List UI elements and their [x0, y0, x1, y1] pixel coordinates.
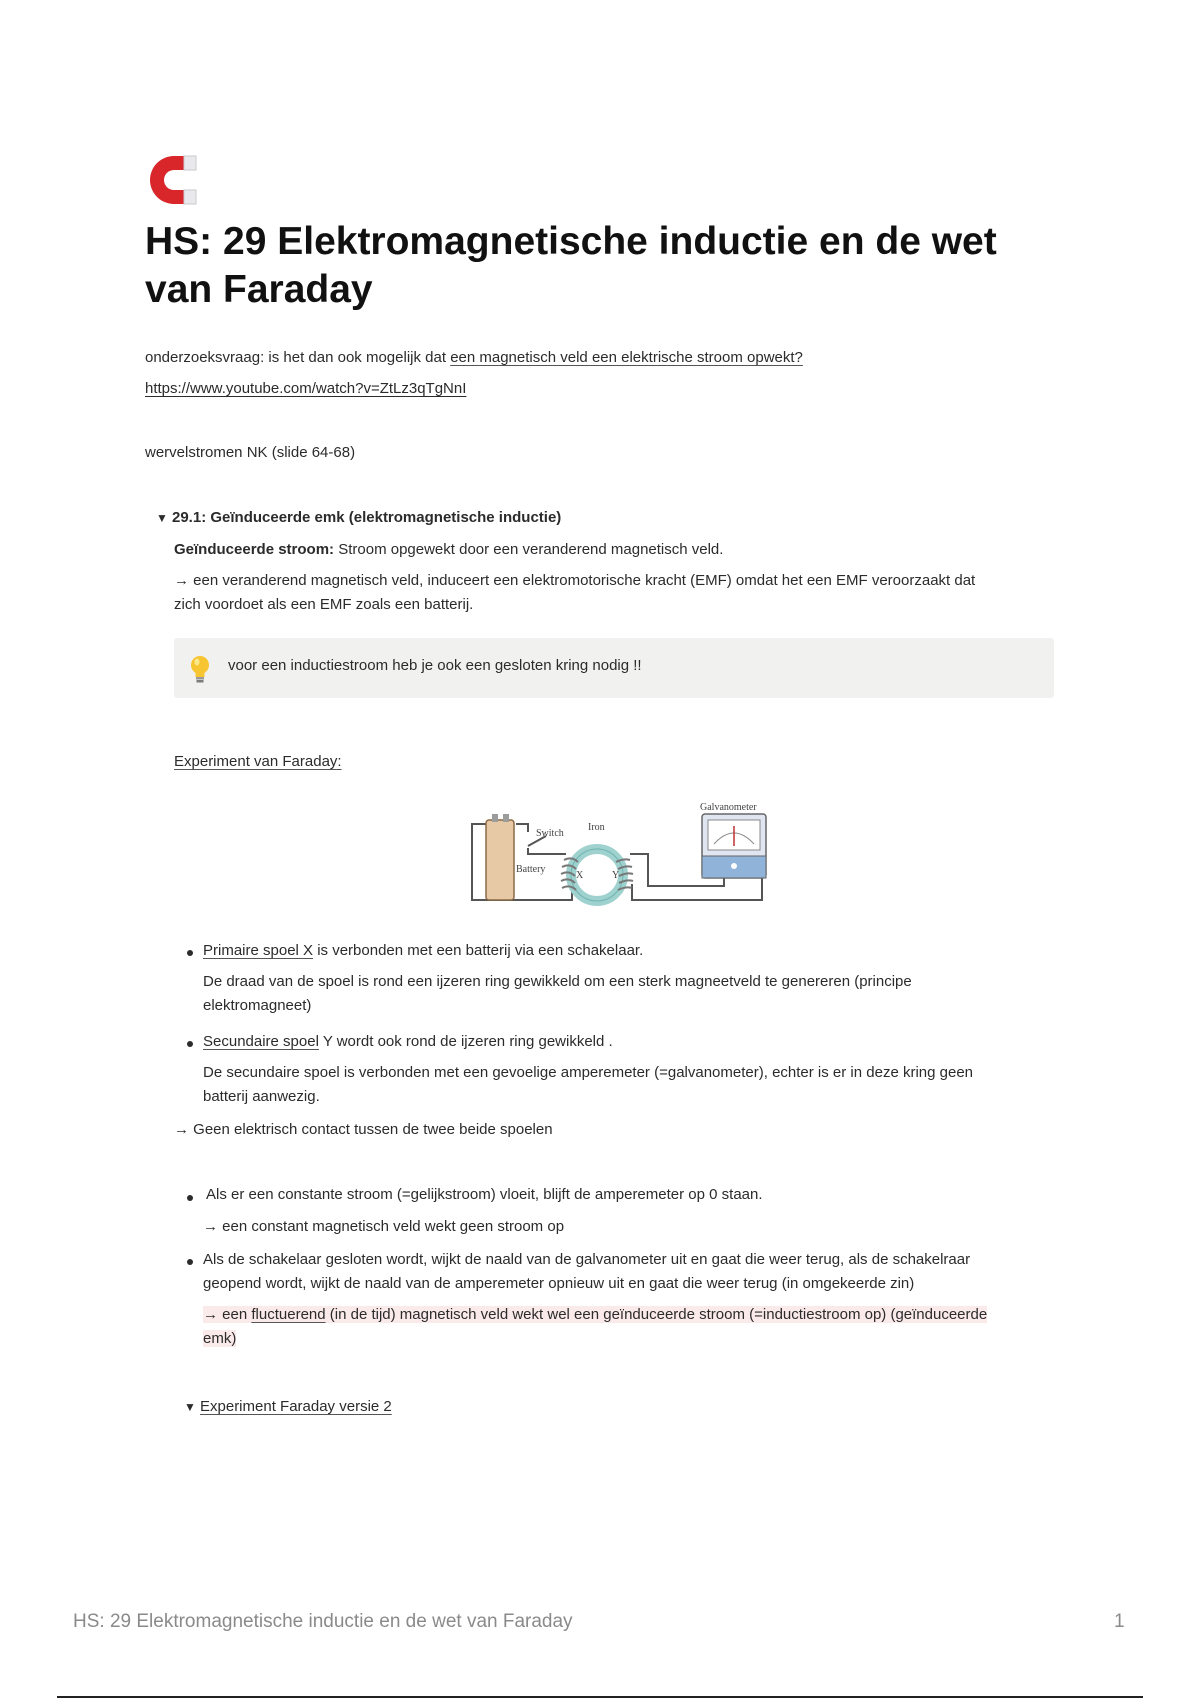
toggle-experiment-faraday-v2[interactable] — [184, 1396, 392, 1418]
arrow-line-1: → een veranderend magnetisch veld, induceert een elektromotorische kracht (EMF) omdat het een EMF veroorzaakt dat — [174, 572, 976, 589]
arrow-line-2: zich voordoet als een EMF zoals een batterij. — [174, 596, 474, 613]
research-question-underlined: een magnetisch veld een elektrische stroom opwekt? — [450, 349, 803, 366]
bullet-marker — [187, 950, 193, 956]
research-question-prefix: onderzoeksvraag: is het dan ook mogelijk dat — [145, 349, 451, 366]
page-number: 1 — [1114, 1611, 1125, 1632]
footer-divider — [57, 1696, 1143, 1698]
primary-coil-sub-1: De draad van de spoel is rond een ijzeren ring gewikkeld om een sterk magneetveld te genereren (principe — [203, 973, 912, 990]
triangle-down-icon: ▼ — [156, 511, 168, 525]
fluctuating-text: (in de tijd) magnetisch veld wekt wel een geïnduceerde stroom (=inductiestroom op) (geïnduceerde — [325, 1306, 988, 1323]
definition — [174, 539, 723, 561]
fluctuating-field-note — [203, 1304, 987, 1326]
footer-title: HS: 29 Elektromagnetische inductie en de wet van Faraday — [73, 1611, 573, 1632]
label-y: Y — [612, 870, 620, 881]
toggle-experiment-label: Experiment Faraday versie 2 — [200, 1398, 392, 1415]
secondary-coil-sub-2: batterij aanwezig. — [203, 1088, 320, 1105]
toggle-section-label: 29.1: Geïnduceerde emk (elektromagnetische inductie) — [172, 509, 562, 526]
bullet-marker — [187, 1195, 193, 1201]
magnet-icon — [140, 148, 204, 212]
toggle-section-29-1[interactable] — [156, 507, 561, 529]
fluctuating-line-2: emk) — [203, 1330, 237, 1347]
slides-note: wervelstromen NK (slide 64-68) — [145, 444, 356, 461]
callout-text: voor een inductiestroom heb je ook een gesloten kring nodig !! — [228, 657, 642, 674]
research-question — [145, 347, 803, 369]
secondary-coil-sub-1: De secundaire spoel is verbonden met een gevoelige amperemeter (=galvanometer), echter is er in deze kring geen — [203, 1064, 974, 1081]
secondary-coil-text: Y wordt ook rond de ijzeren ring gewikkeld . — [318, 1033, 613, 1050]
youtube-link[interactable]: https://www.youtube.com/watch?v=ZtLz3qTgNnI — [145, 380, 467, 397]
primary-coil-term: Primaire spoel X — [203, 942, 314, 959]
bullet-switch-2: geopend wordt, wijkt de naald van de amperemeter opnieuw uit en gaat die weer terug (in omgekeerde zin) — [203, 1275, 915, 1292]
bullet-constant-current: Als er een constante stroom (=gelijkstroom) vloeit, blijft de amperemeter op 0 staan. — [206, 1186, 763, 1203]
bullet-secondary-coil — [203, 1031, 613, 1053]
experiment-heading: Experiment van Faraday: — [174, 753, 342, 770]
primary-coil-sub-2: elektromagneet) — [203, 997, 312, 1014]
fluctuating-prefix: → een — [203, 1306, 252, 1323]
bullet-marker — [187, 1259, 193, 1265]
definition-term: Geïnduceerde stroom: — [174, 541, 335, 558]
label-x: X — [576, 870, 584, 881]
label-battery: Battery — [516, 864, 546, 875]
primary-coil-text: is verbonden met een batterij via een schakelaar. — [313, 942, 644, 959]
bullet-primary-coil — [203, 940, 643, 962]
no-contact-note: → Geen elektrisch contact tussen de twee beide spoelen — [174, 1121, 553, 1138]
bullet-marker — [187, 1041, 193, 1047]
bullet-switch-1: Als de schakelaar gesloten wordt, wijkt de naald van de galvanometer uit en gaat die weer terug, als de schakelraar — [203, 1251, 971, 1268]
label-galvanometer: Galvanometer — [700, 802, 757, 813]
fluctuating-field-note-2 — [203, 1328, 236, 1350]
label-switch: Switch — [536, 828, 564, 839]
lightbulb-icon — [188, 654, 212, 684]
battery — [486, 820, 514, 900]
faraday-experiment-figure — [462, 800, 778, 912]
label-iron: Iron — [588, 822, 605, 833]
secondary-coil-term: Secundaire spoel — [203, 1033, 319, 1050]
page-title: HS: 29 Elektromagnetische inductie en de wet van Faraday — [145, 220, 997, 311]
triangle-down-icon: ▼ — [184, 1400, 196, 1414]
constant-current-sub: → een constant magnetisch veld wekt geen stroom op — [203, 1218, 565, 1235]
callout — [174, 638, 1054, 698]
definition-text: Stroom opgewekt door een veranderend magnetisch veld. — [334, 541, 724, 558]
fluctuating-term: fluctuerend — [251, 1306, 326, 1323]
